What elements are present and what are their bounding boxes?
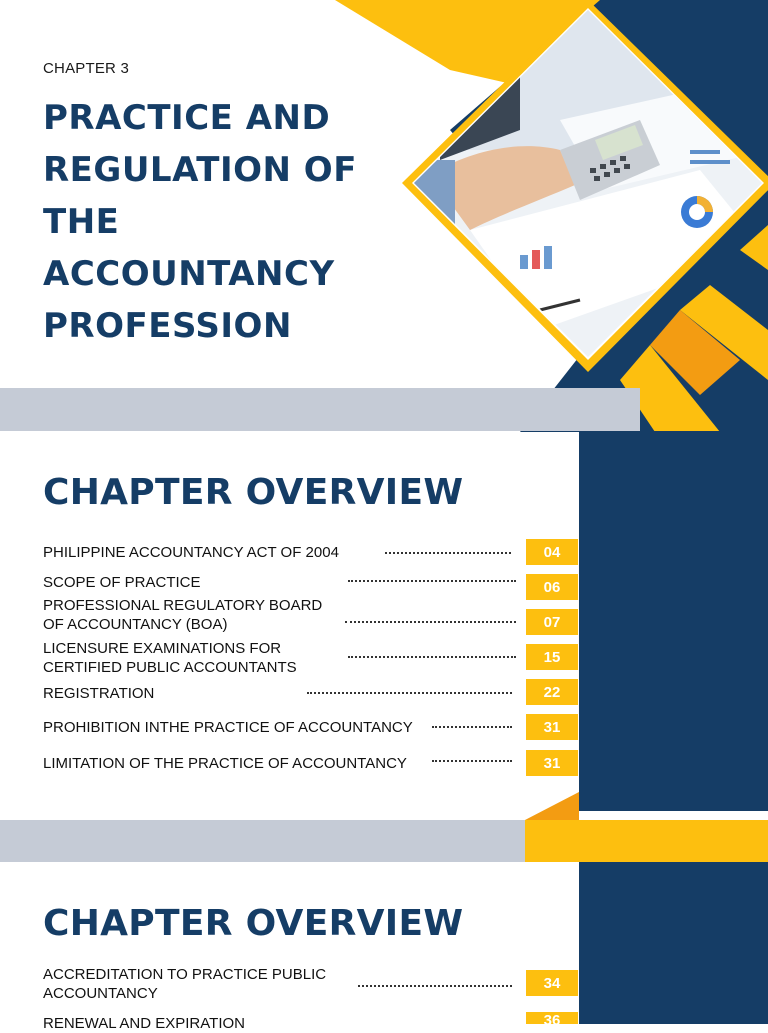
overview-heading: CHAPTER OVERVIEW [43,472,464,513]
navy-side-column [579,431,768,811]
toc-page-number[interactable]: 31 [526,714,578,740]
hero-title [43,92,403,352]
toc-leader-dots [432,726,512,728]
hero-title-line: THE [43,202,120,242]
toc-page-number[interactable]: 36 [526,1012,578,1024]
toc-page-number[interactable]: 07 [526,609,578,635]
toc-page-number[interactable]: 04 [526,539,578,565]
yellow-stripe-2 [680,285,768,380]
toc-item-title[interactable] [43,639,297,677]
toc-item-title[interactable]: LIMITATION OF THE PRACTICE OF ACCOUNTANCY [43,755,407,772]
calculator-photo [400,0,768,370]
toc-item-title[interactable] [43,596,322,634]
hero-title-line: PRACTICE AND [43,98,331,138]
yellow-banner-shape [335,0,768,95]
toc-page-number[interactable]: 15 [526,644,578,670]
toc-item-line: OF ACCOUNTANCY (BOA) [43,616,228,633]
toc-item-title[interactable] [43,965,326,1003]
toc-item-title[interactable]: PROHIBITION INTHE PRACTICE OF ACCOUNTANCY [43,719,413,736]
toc-item-line: CERTIFIED PUBLIC ACCOUNTANTS [43,659,297,676]
hero-title-line: ACCOUNTANCY [43,254,335,294]
toc-item-line: LICENSURE EXAMINATIONS FOR [43,640,282,657]
toc-page-number[interactable]: 34 [526,970,578,996]
toc-item-title[interactable]: REGISTRATION [43,685,155,702]
toc-leader-dots [348,580,516,582]
toc-page-number[interactable]: 06 [526,574,578,600]
hero-title-line: REGULATION OF [43,150,357,190]
navy-stripe-shape [450,0,768,260]
toc-item-title[interactable]: SCOPE OF PRACTICE [43,574,201,591]
chapter-label: CHAPTER 3 [43,60,129,77]
yellow-stripe-1 [740,225,768,270]
toc-leader-dots [307,692,512,694]
toc-leader-dots [358,985,512,987]
toc-leader-dots [432,760,512,762]
toc-page-number[interactable]: 31 [526,750,578,776]
divider-bar [0,388,640,431]
yellow-accent-bar [525,820,768,862]
toc-item-line: ACCREDITATION TO PRACTICE PUBLIC [43,966,327,983]
divider-bar [0,820,525,862]
orange-corner-triangle [525,792,579,820]
toc-item-line: PROFESSIONAL REGULATORY BOARD [43,597,323,614]
toc-item-title[interactable]: RENEWAL AND EXPIRATION [43,1015,245,1032]
diamond-frame [402,0,768,372]
navy-right-block [520,60,768,432]
toc-leader-dots [345,621,516,623]
toc-item-line: ACCOUNTANCY [43,985,158,1002]
toc-leader-dots [385,552,511,554]
hero-section [0,0,768,432]
toc-page-number[interactable]: 22 [526,679,578,705]
navy-side-column [579,862,768,1024]
overview-heading: CHAPTER OVERVIEW [43,903,464,944]
toc-item-title[interactable]: PHILIPPINE ACCOUNTANCY ACT OF 2004 [43,544,339,561]
toc-leader-dots [348,656,516,658]
hero-title-line: PROFESSION [43,306,292,346]
